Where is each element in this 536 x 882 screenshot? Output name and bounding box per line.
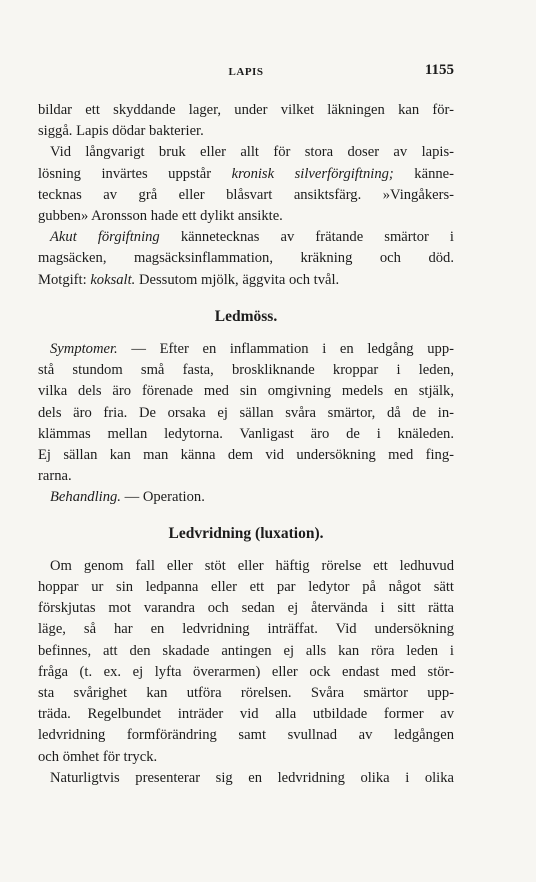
text-line: fråga (t. ex. ej lyfta överarmen) eller ock endast med stör- [38,663,454,680]
italic-term: koksalt. [90,271,136,288]
section-heading-ledvridning: Ledvridning (luxation). [168,524,324,542]
ledvridning-section [38,556,454,789]
text-line: och ömhet för tryck. [38,748,158,765]
text-line: Ej sällan kan man känna dem vid undersökning med fing- [38,447,454,464]
text-line [38,227,454,248]
italic-label: Behandling. [50,489,121,506]
italic-term: kronisk silverförgiftning; [231,165,394,182]
text-line: förskjutas mot varandra och sedan ej återvända i sitt rätta [38,600,454,617]
text-line: Om genom fall eller stöt eller häftig rörelse ett ledhuvud [50,557,454,574]
text-fragment: Dessutom mjölk, äggvita och tvål. [138,271,340,288]
text-fragment: lösning invärtes uppstår [38,165,212,182]
text-line: bildar ett skyddande lager, under vilket läkningen kan för- [38,102,454,118]
text-line: träda. Regelbundet inträder vid alla utbildade former av [38,706,454,723]
page-body [38,100,454,789]
section-heading-ledmoss: Ledmöss. [214,307,278,325]
text-line [38,164,454,185]
text-fragment: — Operation. [124,489,205,506]
text-fragment: — Efter en inflammation i en ledgång upp- [131,341,454,358]
page-number: 1155 [424,62,454,78]
text-line: vilka dels äro förenade med sin omgivning medels en stjälk, [38,383,454,400]
text-line: Naturligtvis presenterar sig en ledvridning olika i olika [50,769,454,786]
text-line: befinnes, att den skadade antingen ej alls kan röra leden i [38,642,454,659]
lapis-section [38,100,454,291]
italic-term: Akut förgiftning [50,229,160,246]
text-line: tecknas av grå eller blåsvart ansiktsfärg. »Vingåkers- [38,186,454,203]
text-line [38,487,454,508]
running-head [38,62,454,82]
text-line: läge, så har en ledvridning inträffat. Vid undersökning [38,621,454,638]
text-line: ledvridning formförändring samt svullnad av ledgången [38,727,454,744]
text-line: stå stundom små fasta, broskliknande kroppar i leden, [38,362,454,379]
text-line: dels äro fria. De orsaka ej sällan svåra smärtor, då de in- [38,404,454,421]
text-line: sta svårighet kan utföra rörelsen. Svåra smärtor upp- [38,685,454,702]
text-line: klämmas mellan ledytorna. Vanligast äro de i knäleden. [38,425,454,442]
text-fragment: känne- [414,165,455,182]
text-line: gubben» Aronsson hade ett dylikt ansikte. [38,208,283,225]
text-line: siggå. Lapis dödar bakterier. [38,123,204,140]
text-fragment: Motgift: [38,271,87,288]
ledmoss-section [38,339,454,509]
italic-label: Symptomer. [50,341,118,358]
text-line: magsäcken, magsäcksinflammation, kräkning och död. [38,250,454,267]
text-line [38,339,454,360]
text-line: Vid långvarigt bruk eller allt för stora doser av lapis- [50,144,454,161]
text-line: hoppar ur sin ledpanna eller ett par ledytor på något sätt [38,579,454,596]
text-line: rarna. [38,468,72,485]
running-head-title: LAPIS [228,66,264,78]
text-line [38,270,454,291]
text-fragment: kännetecknas av frätande smärtor i [180,229,454,246]
